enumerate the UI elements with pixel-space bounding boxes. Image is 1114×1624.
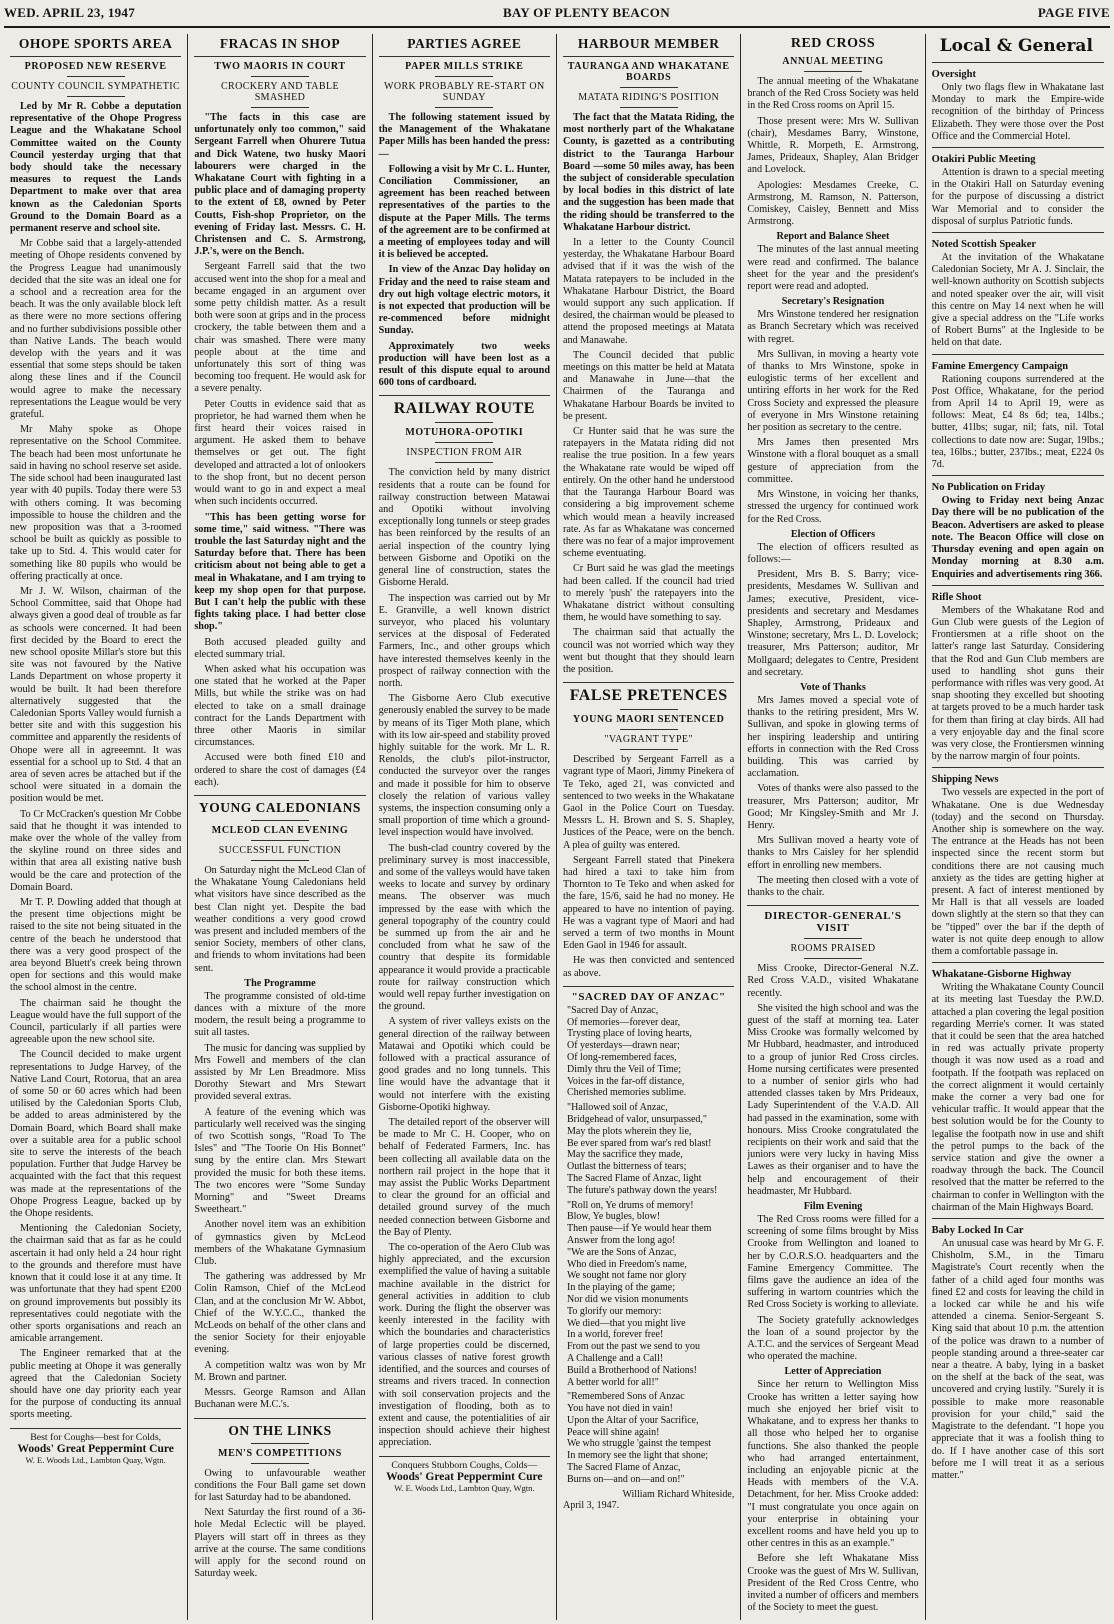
news-item-text: Two vessels are expected in the port of Whakatane. One is due Wednesday (today) and the second on Thursday. Another ship is somewhere on the way. The entrance at the Heads has not been inspected since the recent storm but conditions there are not causing much anxiety as the tides are getting higher at present. A fact of interest mentioned by Mr Hall is that all vessels are loaded down slightly at the stern so that they can be "tipped" over the bar if the depth of water is not quite deep enough to allow them a comfortable passage in. (931, 787, 1104, 957)
paragraph: To Cr McCracken's question Mr Cobbe said that he thought it was intended to make over the whole of the valley from the skyline round on three sides and within that area all existing native bush would be the care and protection of the Domain Board. (10, 808, 182, 893)
news-item (932, 1225, 1104, 1482)
divider (435, 107, 493, 108)
paragraph: A competition waltz was won by Mr M. Brown and partner. (194, 1359, 366, 1383)
subheadline: YOUNG MAORI SENTENCED (572, 714, 725, 726)
poem-title: "SACRED DAY OF ANZAC" (571, 990, 726, 1003)
divider (435, 442, 493, 443)
paragraph: Mrs Sullivan, in moving a hearty vote of thanks to Mrs Winstone, spoke in eulogistic terms of her excellent and untiring efforts in her work for the Red Cross Society and expressed the pleasure of everyone in Mrs Winstone retaining her position as secretary to the centre. (747, 348, 919, 434)
paragraph: In view of the Anzac Day holiday on Friday and the need to raise steam and dry out high voltage electric motors, it is not expected that production will be re-commenced before midnight Sunday. (378, 264, 550, 337)
divider (620, 729, 678, 730)
divider (251, 860, 309, 861)
subheadline: "VAGRANT TYPE" (604, 734, 693, 746)
paragraph: Mr Mahy spoke as Ohope representative on the School Commitee. The beach had been most unfortunate he said in having no school reserve set aside. The side school had been inaugurated last year with 40 pupils. Today there were 53 with others coming. It was becoming impossible to house the children and the new proposition was that a 3-roomed school be built as quickly as possible to take up to Std. 4. This would cater for something like 80 pupils who would be offering practically at once. (10, 424, 182, 582)
article-body (747, 1214, 918, 1363)
article-body (194, 991, 365, 1412)
paragraph: Cr Burt said he was glad the meetings had been called. If the council had tried to merely 'push' the ratepayers into the Whakatane district without consulting them, he would have something to say. (562, 563, 735, 624)
article-director-generals-visit (747, 910, 918, 1614)
subheadline: MCLEOD CLAN EVENING (211, 824, 349, 836)
issue-date: WED. APRIL 23, 1947 (4, 5, 136, 20)
paragraph: Since her return to Wellington Miss Crooke has written a letter saying how much she enjoyed her brief visit to Whakatane, and to express her thanks to all those who helped her to organise functions. She also thanked the people who had arranged entertainment, including an enjoyable picnic at the Heads with members of the V.A. Detachment, for her. Miss Crooke added: "I must congratulate you once again on your enterprise in obtaining your excellent rooms and have held you up to other centres in this as an example." (747, 1379, 919, 1550)
divider (932, 147, 1104, 148)
headline: FRACAS IN SHOP (219, 36, 341, 51)
divider (932, 1218, 1104, 1219)
divider (932, 232, 1104, 233)
news-item (932, 69, 1104, 143)
divider (379, 56, 550, 57)
divider (251, 107, 309, 108)
article-young-caledonians (194, 800, 365, 1412)
subheadline: COUNTY COUNCIL SYMPATHETIC (11, 81, 181, 92)
lead-paragraph: "The facts in this case are unfortunately only too common," said Sergeant Farrell when Ohurere Tutua and Dick Watene, two husky Maori labourers were charged in the Whakatane Court with fighting in a public place and of damaging property to the extent of £8, owned by Peter Coutts, Fish-shop Proprietor, on the evening of Friday last. Messrs. C. H. Christensen and C. S. Armstrong, J.P.'s, were on the Bench. (194, 112, 366, 258)
column-6 (926, 34, 1110, 1620)
article-body (194, 637, 365, 789)
paragraph: Following a visit by Mr C. L. Hunter, Conciliation Commissioner, an agreement has been reached between representatives of the parties to the dispute at the Paper Mills. The terms of the agreement are to be confirmed at a meeting of employees today and will it is believed be accepted. (378, 163, 550, 261)
paragraph: The music for dancing was supplied by Mrs Fowell and members of the clan assisted by Mr Len Breadmore. Miss Dorothy Stewart and Mrs Stewart provided several extras. (194, 1042, 366, 1103)
subheadline: ROOMS PRAISED (790, 943, 876, 955)
article-body (194, 1468, 365, 1581)
lead-paragraph: The fact that the Matata Riding, the most northerly part of the Whakatane County, is gazetted as a contributing district to the Tauranga Harbour Board —some 50 miles away, has been the subject of considerable speculation by local bodies in this district of late and the suggestion has been made that the riding should be transferred to the Whakatane Harbour district. (562, 112, 735, 233)
article-body (194, 261, 365, 508)
article-body (10, 238, 181, 1421)
article-body (747, 309, 918, 525)
article-fracas-in-shop (194, 36, 365, 789)
paragraph: Another novel item was an exhibition of gymnastics given by McLeod members of the Whakatane Gymnasium Club. (194, 1219, 366, 1268)
paragraph: The Council decided that public meetings on this matter be held at Matata and Manawahe in June—that the Chairmen of the Tauranga and Whakatane Harbour Boards be invited to be present. (562, 349, 735, 422)
news-item-text: Writing the Whakatane County Council at its meeting last Tuesday the P.W.D. attached a plan covering the legal position regarding Merrie's corner. It was stated that it could be seen that the area hatched in red was actually private property though it was now used as a road and footpath. If the footpath was replaced on the correct alignment it would certainly make the corner a very bad one for vehicular traffic. It would appear that the best solution would be for the County to legalise the footpath now in use and shift the petrol pumps to the back of the service station and give the owner a roadway through the back. The Council resolved that the matter be referred to the chairman to confer in Wellington with the chairman of the Main Highways Board. (931, 982, 1104, 1213)
divider (804, 938, 862, 939)
advertisement-woods-cure (10, 1428, 181, 1465)
paragraph: Miss Crooke, Director-General N.Z. Red Cross V.A.D., visited Whakatane recently. (747, 963, 919, 999)
paragraph: Accused were both fined £10 and ordered to share the cost of damages (£4 each). (194, 752, 366, 788)
news-item-heading: Baby Locked In Car (931, 1225, 1024, 1237)
paragraph: The Red Cross rooms were filled for a screening of some films brought by Miss Crooke from Wellington and loaned to her by C.O.R.S.O. headquarters and the Famine Emergency Committee. The films gave the audience an idea of the suffering in wartorn countries which the Red Cross Society is working to alleviate. (747, 1214, 919, 1311)
local-general-items (932, 69, 1104, 1482)
paragraph: The Society gratefully acknowledges the loan of a sound projector by the A.T.C. and the services of Sergeant Mead who operated the machine. (747, 1314, 919, 1363)
paragraph: Mr T. P. Dowling added that though at the present time objections might be raised to the site not being situated in the centre of the beach he understood that there was a very good prospect of the area beyond Bluett's creek being thrown open for sections and this would make the school almost in the centre. (10, 897, 182, 994)
news-item-heading: Oversight (931, 69, 976, 80)
divider (804, 958, 862, 959)
divider (620, 107, 678, 108)
news-item (932, 969, 1104, 1214)
divider (747, 905, 918, 906)
paragraph: The chairman said he thought the League would have the full support of the Council, particularly if all parties were agreeable upon the new school site. (10, 997, 182, 1046)
article-body (194, 865, 365, 975)
lead-paragraph: Led by Mr R. Cobbe a deputation representative of the Ohope Progress League and the Whakatane School Committee waited on the County Council yesterday urging that that body should take the necessary measures to request the Lands Department to make over that area known as the Caledonian Sports Ground to the Domain Board as a permanent reserve and school site. (10, 101, 182, 235)
subheadline: TWO MAORIS IN COURT (214, 61, 346, 72)
poem-sacred-day-of-anzac (563, 991, 734, 1511)
paragraph: The chairman said that actually the council was not worried which way they went but thought that they should learn the position. (562, 627, 735, 675)
news-item (932, 154, 1104, 228)
paragraph: A system of river valleys exists on the general direction of the railway between Matawai and Opotiki which could be followed with a practical assurance of good grades and no long tunnels. This line would have the advantage that it would not interfere with the existing Gisborne-Opotiki highway. (378, 1016, 550, 1113)
paragraph: The election of officers resulted as follows:— (747, 541, 919, 565)
paragraph: Peter Coutts in evidence said that as proprietor, he had warned them when he first heard their voices raised in argument. He asked them to behave themselves or get out. The fight developed and attracted a lot of onlookers to the shop front, but no decent person would want to go in and expect a meal when such incidents occurred. (194, 398, 366, 508)
divider (251, 76, 309, 77)
divider (67, 96, 125, 97)
article-parties-agree (379, 36, 550, 389)
paragraph: The meeting then closed with a vote of thanks to the chair. (747, 874, 919, 898)
subheadline: TAURANGA AND WHAKATANE BOARDS (567, 61, 730, 83)
section-heading: Film Evening (803, 1201, 863, 1213)
column-4 (557, 34, 741, 1620)
poem-stanza: "Sacred Day of Anzac, Of memories—forever dear, Trysting place of loving hearts, Of yesterdays—drawn near; Of long-remembered faces, Dimly thru the Veil of Time; Voices in the far-off distance, Cherished memories sublime. (566, 1004, 692, 1099)
article-body (379, 112, 550, 389)
divider (435, 76, 493, 77)
news-item-text: Owing to Friday next being Anzac Day there will be no publication of the Beacon. Advertisers are asked to please note. The Beacon Office will close on Thursday evening and open again on Monday morning at 8.30 a.m. Enquiries and advertisements ring 366. (931, 495, 1104, 580)
article-body (379, 467, 550, 1449)
paragraph: Those present were: Mrs W. Sullivan (chair), Mesdames Barry, Winstone, Whittle, R. Morpeth, E. Armstrong, James, Prideaux, Shapley, Alan Bridger and Lovelock. (747, 115, 919, 176)
section-title-local-general: Local & General (939, 36, 1093, 56)
news-item (932, 482, 1104, 580)
ad-address: W. E. Woods Ltd., Lambton Quay, Wgtn. (394, 1482, 535, 1493)
news-item-heading: Whakatane-Gisborne Highway (931, 969, 1072, 981)
section-heading: Vote of Thanks (800, 681, 866, 693)
article-railway-route (379, 400, 550, 1449)
news-item-heading: Rifle Shoot (931, 591, 982, 603)
divider (620, 87, 678, 88)
paragraph: Apologies: Mesdames Creeke, C. Armstrong, M. Ramson, N. Patterson, Comiskey, Caisley, Bennett and Miss Armstrong. (747, 179, 919, 228)
ad-address: W. E. Woods Ltd., Lambton Quay, Wgtn. (25, 1454, 166, 1465)
subheadline: PAPER MILLS STRIKE (405, 61, 524, 72)
ad-brand: Woods' Great Peppermint Cure (17, 1442, 174, 1455)
headline: RAILWAY ROUTE (393, 400, 535, 418)
paragraph: Mrs Winstone tendered her resignation as Branch Secretary which was received with regret. (747, 309, 919, 345)
article-body (747, 963, 918, 1198)
paragraph: He was then convicted and sentenced as above. (562, 955, 735, 979)
news-item-heading: Famine Emergency Campaign (931, 360, 1069, 372)
subheadline: INSPECTION FROM AIR (406, 447, 523, 459)
paragraph: Mrs James moved a special vote of thanks to the retiring president, Mrs W. Sullivan, and spoke in glowing terms of her inspiring leadership and untiring efforts in connection with the Red Cross building. This was carried by acclamation. (747, 694, 919, 780)
paragraph: Mentioning the Caledonian Society, the chairman said that as far as he could ascertain it had only held a 24 hour right to the grounds and therefore must have known that it could lose it at any time. It was unfortunate that they had spent £200 on ground improvements but possibly its representatives could negotiate with the other sports organisations and reach an amicable arrangement. (10, 1223, 182, 1345)
subheadline: SUCCESSFUL FUNCTION (218, 844, 342, 856)
news-item-text: Rationing coupons surrendered at the Post Office, Whakatane, for the period from April 14 to April 19, were as follows: Meat, £4 8s 6d; tea, 14lbs.; butter, 41lbs; sugar, nil; fats, nil. Total collections to date now are: Sugar, 19lbs.; tea, 16lbs.; butter, 237lbs.; meat, £224 0s 7d. (931, 373, 1104, 471)
paragraph: The minutes of the last annual meeting were read and confirmed. The balance sheet for the year and the president's report were read and adopted. (747, 244, 919, 293)
divider (563, 682, 734, 683)
paragraph: Mrs Winstone, in voicing her thanks, stressed the urgency for continued work for the Red Cross. (747, 489, 919, 525)
subheadline: PROPOSED NEW RESERVE (24, 61, 167, 72)
article-harbour-member (563, 36, 734, 676)
section-heading: Letter of Appreciation (784, 1366, 882, 1378)
ad-line: Conquers Stubborn Coughs, Colds— (391, 1459, 538, 1471)
poem-stanza: "Remembered Sons of Anzac You have not died in vain! Upon the Altar of your Sacrifice, Peace will shine again! We who struggle 'gainst the tempest In memory see the light that shone; The Sacred Flame of Anzac, Burns on—and on—and on!" (566, 1391, 712, 1485)
news-item-heading: No Publication on Friday (931, 482, 1046, 494)
divider (379, 395, 550, 396)
divider (932, 62, 1104, 63)
advertisement-woods-cure (379, 1456, 550, 1493)
paragraph: Messrs. George Ramson and Allan Buchanan were M.C.'s. (194, 1387, 366, 1411)
paragraph: Mrs James then presented Mrs Winstone with a floral bouquet as a small gesture of appreciation from the committee. (747, 437, 919, 485)
news-item-text: Attention is drawn to a special meeting in the Otakiri Hall on Saturday evening for the purpose of discussing a district War Memorial and to consider the disposal of surplus Patriotic funds. (931, 167, 1104, 227)
divider (251, 1463, 309, 1464)
paragraph: The detailed report of the observer will be made to Mr C. H. Cooper, who on behalf of Federated Farmers, Inc. has been collecting all available data on the northern rail project in the hope that it may assist the Public Works Department to clear the ground for an official and detailed ground survey of the much needed connection between Gisborne and the Bay of Plenty. (378, 1117, 550, 1238)
section-heading: Election of Officers (790, 528, 876, 540)
masthead-rule (4, 26, 1110, 28)
paragraph: In a letter to the County Council yesterday, the Whakatane Harbour Board advised that if it was the wish of the Matata ratepayers to be included in the Whakatane Harbour District, the Board would support any such application. If desired, the chairman would be pleased to attend the proposed meetings at Matata and Manawahe. (562, 237, 735, 346)
columns (4, 34, 1110, 1620)
poem-stanza: "Hallowed soil of Anzac, Bridgehead of valor, unsurpassed," May the plots wherein they lie, Be ever spared from war's red blast! May the sacrifice they made, Outlast the bitterness of tears; The Sacred Flame of Anzac, light The future's pathway down the years! (566, 1102, 718, 1196)
paragraph: Votes of thanks were also passed to the treasurer, Mrs Patterson; auditor, Mr Good; Mr Kingsley-Smith and Mr J. Henry. (747, 783, 919, 831)
paragraph: Owing to unfavourable weather conditions the Four Ball game set down for last Saturday had to be abandoned. (194, 1467, 366, 1503)
article-body (563, 237, 734, 676)
news-item (932, 239, 1104, 350)
column-5 (741, 34, 925, 1620)
divider (194, 1418, 365, 1419)
paragraph: She visited the high school and was the guest of the staff at morning tea. Later Miss Crooke was formally welcomed by Mr Hubbard, headmaster, and introduced to a group of junior Red Cross circles. Home nursing certificates were presented to a number of senior girls who had attended classes taken by Mrs Prideaux, Lady Superintendent of the V.A.D. All had passed in the examination, some with honours. Miss Crooke congratulated the recipients on their work and said that the juniors were very lucky in having Miss Lawes as their organiser and to have the help and encouragement of their headmaster, Mr Hubbard. (747, 1002, 919, 1197)
divider (932, 475, 1104, 476)
paragraph: The Gisborne Aero Club executive generously enabled the survey to be made by means of its Tiger Moth plane, which with its low air-speed and stability proved highly suitable for the work. Mr L. R. Renolds, the club's pilot-instructor, conducted the surveyor over the ranges and made it possible for him to observe closely the relation of various valley systems, the inspection consuming only a small proportion of time which a ground-level inspection would have involved. (378, 693, 550, 839)
news-item-text: At the invitation of the Whakatane Caledonian Society, Mr A. J. Sinclair, the well-known authority on Scottish subjects and noted speaker over the air, will visit this centre on May 14 next when he will give a special address on the "Life works of Robert Burns" at the Ingleside to be held on that date. (931, 252, 1104, 349)
poem-body (563, 1005, 734, 1486)
news-item (932, 361, 1104, 472)
subheadline: ANNUAL MEETING (782, 56, 884, 67)
subheadline: WORK PROBABLY RE-START ON SUNDAY (383, 81, 545, 103)
news-item-heading: Shipping News (931, 774, 999, 786)
article-body (747, 695, 918, 899)
column-2 (188, 34, 372, 1620)
section-heading: Report and Balance Sheet (776, 231, 890, 243)
article-body (747, 244, 918, 293)
paragraph: Mr Cobbe said that a largely-attended meeting of Ohope residents convened by the Progress League had unanimously decided that the site was an ideal one for a school and a recreation area for the beach. It was the only available block left as there were no more sections offering and no further subdivisions possible other than Native Lands. The beach would develop with the years and it was essential that some steps should be taken along these lines and if the Council would agree to make the necessary representations the League would be very grateful. (10, 238, 182, 421)
paragraph: The following statement issued by the Management of the Whakatane Paper Mills has been handed the press:— (378, 112, 550, 160)
paragraph: The bush-clad country covered by the preliminary survey is most inaccessible, and some of the valleys would have taken weeks to locate and survey by ordinary means. The observer was much impressed by the ease with which the general topography of the country could be summed up from the air and he concluded from what he saw of the country that despite its formidable appearance it would provide a practicable route for railway construction which would well repay further investigation on the ground. (378, 842, 550, 1013)
ad-brand: Woods' Great Peppermint Cure (386, 1470, 543, 1483)
paragraph: On Saturday night the McLeod Clan of the Whakatane Young Caledonians held what visitors have since described as the best Clan night yet. Despite the bad weather conditions a very good crowd was present and included members of the senior Society, members of other clans, and friends to whom invitations had been sent. (194, 864, 366, 974)
poem-stanza: "Roll on, Ye drums of memory! Blow, Ye bugles, blow! Then pause—if Ye would hear them Answer from the long ago! "We are the Sons of Anzac, Who died in Freedom's name, We sought not fame nor glory In the playing of the game; Nor did we vision monuments To glorify our memory: We died—that you might live In a world, forever free! From out the past we send to you A Challenge and a Call! Build a Brotherhood of Nations! A better world for all!" (566, 1199, 712, 1388)
subheadline: MOTUHORA-OPOTIKI (405, 427, 524, 439)
article-false-pretences (563, 687, 734, 980)
headline: PARTIES AGREE (407, 36, 522, 51)
article-on-the-links (194, 1423, 365, 1581)
page-number: PAGE FIVE (1037, 5, 1110, 20)
news-item (932, 774, 1104, 958)
paragraph: The conviction held by many district residents that a route can be found for railway construction between Matawai and Opotiki without involving exceptionally long tunnels or steep grades has been reinforced by the results of an aerial inspection of the country lying between Gisborne and Opotiki on the general line of construction, states the Gisborne Herald. (378, 467, 550, 589)
divider (194, 56, 365, 57)
paragraph: The inspection was carried out by Mr E. Granville, a well known district surveyor, who placed his voluntary services at the disposal of Federated Farmers, Inc., and other groups which have interested themselves keenly in the prospect of railway connection with the north. (378, 592, 550, 689)
divider (10, 56, 181, 57)
paragraph: Both accused pleaded guilty and elected summary trial. (194, 636, 366, 660)
subheadline: MEN'S COMPETITIONS (218, 1447, 342, 1459)
divider (435, 422, 493, 423)
paragraph: The Engineer remarked that at the public meeting at Ohope it was generally agreed that the Caledonian Society should have one day priority each year for the purpose of conducting its annual sports meeting. (10, 1348, 182, 1421)
article-body (563, 754, 734, 980)
divider (932, 585, 1104, 586)
news-item-heading: Noted Scottish Speaker (931, 239, 1037, 251)
quote-paragraph: "This has been getting worse for some time," said witness. "There was trouble the last Saturday night and the Saturday before that. There has been criticism about not being able to get a meal in Whakatane, and I am trying to keep my shop open for that purpose. But I can't help the public with these fights taking place. I had better close shop." (194, 511, 366, 633)
paragraph: The Council decided to make urgent representations to Judge Harvey, of the Native Land Court, Rotorua, that an area of some 50 or 60 acres which had been utilised by the Caledonian Sports Club, be added to areas administered by the Domain Board, which Board shall make over a suitable area for a public school site to serve the interests of the beach population. Further that Judge Harvey be acquainted with the fact that this request was made at the representations of the Ohope Progress League, backed up by the Ohope residents. (10, 1049, 182, 1220)
divider (932, 962, 1104, 963)
masthead (4, 2, 1110, 24)
subheadline: CROCKERY AND TABLE SMASHED (220, 81, 340, 103)
news-item-heading: Otakiri Public Meeting (931, 154, 1036, 166)
article-body (747, 76, 918, 228)
paragraph: The co-operation of the Aero Club was highly appreciated, and the excursion exemplified the value of having a suitable machine available in the district for general activities in addition to club work. During the flight the observer was keenly interested in the facility with which the boundaries and characteristics of large properties could be discerned, various classes of native forest growth identified, and the sources and courses of streams and rivers traced. In connection with soil conservation projects and the investigation of flooding, both as to extent and cause, the potentialities of air inspection should achieve their highest appreciation. (378, 1242, 550, 1449)
divider (251, 820, 309, 821)
paper-name: BAY OF PLENTY BEACON (502, 5, 670, 20)
headline: OHOPE SPORTS AREA (18, 36, 173, 51)
news-item-text: Members of the Whakatane Rod and Gun Club were guests of the Legion of Frontiersmen at a rifle shoot on the latter's range last Saturday. Considering that the Rod and Gun Club members are used to handling shot guns their performance with rifles was very good. At snap shooting they excelled but shooting at targets proved to be a much harder task for them than firing at clay birds. All had a very enjoyable day and the final score was very close, the Frontiersmen winning by the narrow margin of four points. (931, 604, 1104, 763)
paragraph: Cr Hunter said that he was sure the ratepayers in the Matata riding did not realise the true position. In a few years the Whakatane rate would be wiped off entirely. On the other hand he understood that the Tauranga Harbour Board was considering a big improvement scheme which would mean a heavily increased rate. As far as Whakatane was concerned there was no fear of a major improvement scheme eventuating. (562, 426, 735, 560)
section-heading: The Programme (244, 977, 316, 989)
article-body (747, 1379, 918, 1614)
poem-date: April 3, 1947. (562, 1499, 620, 1511)
news-item-text: An unusual case was heard by Mr G. F. Chisholm, S.M., in the Timaru Magistrate's Court recently when the father of a child aged four months was fined £2 and costs for leaving the child in a locked car while he and his wife attended a cinema. Senior-Sergeant S. King said that about 10 p.m. the attention of the police was drawn to a number of people standing around a three-seater car near a theatre. A baby, lying in a basket on the shelf at the back of the seat, was uncovered and crying lustily. "Surely it is possible to make more reasonable provision for your child," said the Magistrate to the defendant. "I hope you appreciate that it was a foolish thing to do. If I have another case of this sort before me I will treat it as a serious matter." (931, 1238, 1104, 1481)
divider (563, 986, 734, 987)
divider (932, 354, 1104, 355)
paragraph: Mrs Sullivan moved a hearty vote of thanks to Mrs Caisley for her splendid effort in enrolling new members. (747, 835, 919, 871)
headline: FALSE PRETENCES (569, 687, 728, 705)
news-item (932, 592, 1104, 764)
subheadline: MATATA RIDING'S POSITION (578, 92, 720, 103)
paragraph: The gathering was addressed by Mr Colin Ramson, Chief of the McLeod Clan, and at the conclusion Mr W. Abbot, Chief of the W.Y.C.C., thanked the McLeods on behalf of the other clans and the senior Society for their enjoyable evening. (194, 1271, 366, 1356)
headline: DIRECTOR-GENERAL'S VISIT (764, 910, 902, 935)
paragraph: A feature of the evening which was particularly well received was the singing of two Scottish songs, "Road To The Isles" and "The Toorie On His Bonnet" sung by the entire clan. Mrs Stewart provided the music for both these items. The two encores were "Some Sunday Morning" and "Sweet Dreams Sweetheart." (194, 1106, 366, 1216)
divider (620, 749, 678, 750)
paragraph: The programme consisted of old-time dances with a mixture of the more modern, the result being a programme to suit all tastes. (194, 990, 366, 1039)
divider (620, 709, 678, 710)
paragraph: Mr J. W. Wilson, chairman of the School Committee, said that Ohope had always given a good deal of trouble as far as schools were concerned. It had been first decided by the Board to erect the new school oposite Millar's store but this site was not favoured by the Native Lands Department on whose property it would be built. It had been therefore alternatively suggested that the Caledonian Sports Valley would furnish a better site and with this suggestion his committee and apparently the residents of Ohope were all in agreeemnt. It was essential for a school up to Std. 4 that an area of seven acres be attached but if the school were situated in a domain the position would be met. (10, 585, 182, 805)
divider (435, 462, 493, 463)
article-body (747, 542, 918, 679)
paragraph: Described by Sergeant Farrell as a vagrant type of Maori, Jimmy Pinekera of Te Teko, aged 21, was convicted and sentenced to two weeks in the Whakatane Gaol in the Police Court on Tuesday. Messrs L. H. Brown and S. S. Shapley, Justices of the Peace, were on the bench. A plea of guilty was entered. (562, 754, 735, 851)
paragraph: Sergeant Farrell said that the two accused went into the shop for a meal and became engaged in an argument over some petty childish matter. As a result both were soon at grips and in the process crockery, the table between them and a chair was smashed. There were many people about at the time and unfortunately this sort of thing was becoming too frequent. He would ask for a severe penalty. (194, 261, 366, 395)
paragraph: Approximately two weeks production will have been lost as a result of this dispute equal to around 600 tons of cardboard. (378, 340, 550, 389)
divider (67, 76, 125, 77)
paragraph: Next Saturday the first round of a 36-hole Medal Eclectic will be played. Players will start off in threes as they arrive at the course. The same conditions will apply for the second round on Saturday week. (194, 1507, 366, 1580)
ad-line: Best for Coughs—best for Colds, (30, 1431, 162, 1443)
headline: HARBOUR MEMBER (577, 36, 720, 51)
headline: ON THE LINKS (228, 1422, 332, 1438)
divider (251, 1443, 309, 1444)
headline: YOUNG CALEDONIANS (199, 799, 361, 815)
paragraph: Sergeant Farrell stated that Pinekera had hired a taxi to take him from Thornton to Te Teko and when asked for the fare, 15/6, said he had no money. He appeared to have no intention of paying. He was a vagrant type of Maori and had served a term of two months in Mount Eden Gaol in 1946 for assault. (562, 854, 735, 952)
paragraph: President, Mrs B. S. Barry; vice-presidents, Mesdames W. Sullivan and James; executive, President, vice-presidents and secretary and Mesdames Shapley, Armstrong, Prideaux and Winstone; secretary, Mrs L. D. Lovelock; treasurer, Mrs Patterson; auditor, Mr Mollgaard; delegates to Centre, President and secretary. (747, 569, 919, 678)
article-ohope-sports-area (10, 36, 181, 1422)
divider (194, 795, 365, 796)
column-3 (373, 34, 557, 1620)
section-heading: Secretary's Resignation (781, 296, 885, 308)
poem-author: William Richard Whiteside, (622, 1488, 735, 1500)
news-item-text: Only two flags flew in Whakatane last Monday to mark the Empire-wide recognition of the birthday of Princess Elizabeth. They were those over the Post Office and the Commercial Hotel. (931, 82, 1104, 142)
article-red-cross (747, 36, 918, 899)
paragraph: The annual meeting of the Whakatane branch of the Red Cross Society was held in the Red Cross rooms on April 15. (747, 76, 919, 112)
divider (563, 56, 734, 57)
divider (251, 840, 309, 841)
headline: RED CROSS (790, 36, 876, 51)
paragraph: Before she left Whakatane Miss Crooke was the guest of Mrs W. Sullivan, President of the Red Cross Centre, who invited a number of officers and members of the Society to meet the guest. (747, 1553, 919, 1614)
paragraph: When asked what his occupation was one stated that he worked at the Paper Mills, but while the strike was on had elected to take on a small drainage contract for the Lands Department with three other Maoris in similar circumstances. (194, 663, 366, 749)
column-1 (4, 34, 188, 1620)
divider (932, 767, 1104, 768)
divider (804, 71, 862, 72)
